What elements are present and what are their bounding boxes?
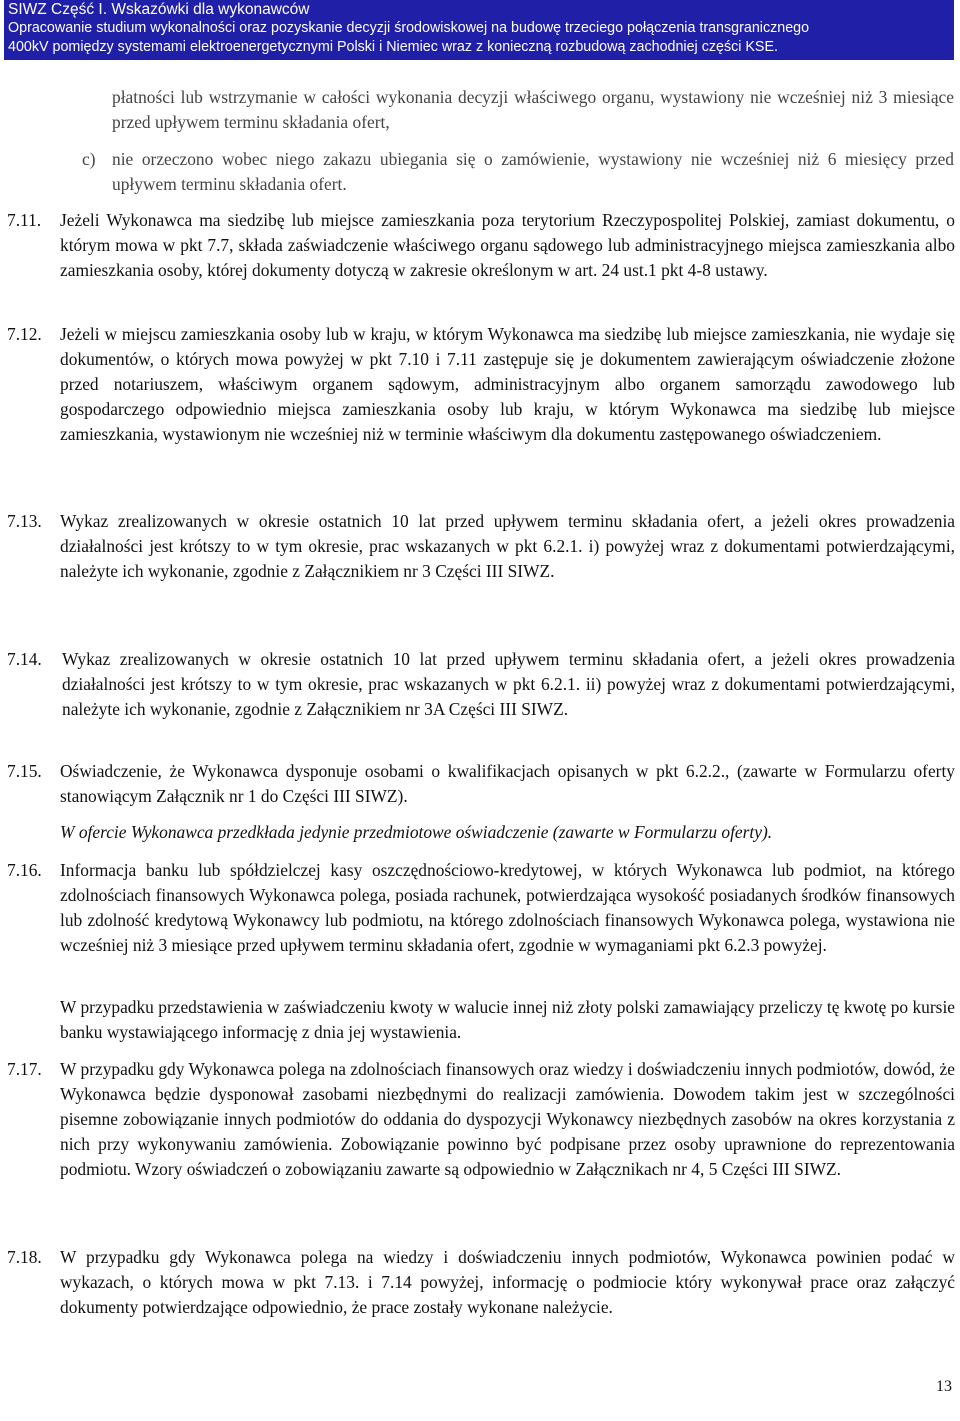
section-number-7-16: 7.16. <box>7 860 42 880</box>
section-number-7-18: 7.18. <box>7 1247 42 1267</box>
section-number-7-17: 7.17. <box>7 1059 42 1079</box>
page-number: 13 <box>936 1378 952 1395</box>
section-note-7-15: W ofercie Wykonawca przedkłada jedynie przedmiotowe oświadczenie (zawarte w Formularzu oferty). <box>60 822 773 842</box>
section-number-7-14: 7.14. <box>7 649 42 669</box>
intro-paragraph: płatności lub wstrzymanie w całości wykonania decyzji właściwego organu, wystawiony nie wcześniej niż 3 miesiące przed upływem terminu składania ofert, <box>112 87 954 132</box>
section-note-7-16: W przypadku przedstawienia w zaświadczeniu kwoty w walucie innej niż złoty polski zamawiający przeliczy tę kwotę po kursie banku wystawiającego informację z dnia jej wystawienia. <box>60 997 955 1042</box>
section-number-7-11: 7.11. <box>7 210 42 230</box>
header-subtitle-line-2: 400kV pomiędzy systemami elektroenergetycznymi Polski i Niemiec wraz z konieczną rozbudową zachodniej części KSE. <box>8 39 778 55</box>
section-text-7-15: Oświadczenie, że Wykonawca dysponuje osobami o kwalifikacjach opisanych w pkt 6.2.2., (zawarte w Formularzu oferty stanowiącym Załącznik nr 1 do Części III SIWZ). <box>60 761 955 806</box>
section-text-7-17: W przypadku gdy Wykonawca polega na zdolnościach finansowych oraz wiedzy i doświadczeniu innych podmiotów, dowód, że Wykonawca będzie dysponował zasobami niezbędnymi do realizacji zamówienia. Dowodem takim jest w szczególności pisemne zobowiązanie innych podmiotów do oddania do dyspozycji Wykonawcy niezbędnych zasobów na okres korzystania z nich przy wykonywaniu zamówienia. Zobowiązanie powinno być podpisane przez osoby uprawnione do reprezentowania podmiotu. Wzory oświadczeń o zobowiązaniu zawarte są odpowiednio w Załącznikach nr 4, 5 Części III SIWZ. <box>60 1059 955 1179</box>
header-subtitle-line-1: Opracowanie studium wykonalności oraz pozyskanie decyzji środowiskowej na budowę trzeciego połączenia transgranicznego <box>8 20 810 36</box>
section-text-7-11: Jeżeli Wykonawca ma siedzibę lub miejsce zamieszkania poza terytorium Rzeczypospolitej Polskiej, zamiast dokumentu, o którym mowa w pkt 7.7, składa zaświadczenie właściwego organu sądowego lub administracyjnego miejsca zamieszkania albo zamieszkania osoby, której dokumenty dotyczą w zakresie określonym w art. 24 ust.1 pkt 4-8 ustawy. <box>60 210 955 280</box>
document-header <box>4 0 954 60</box>
section-text-7-18: W przypadku gdy Wykonawca polega na wiedzy i doświadczeniu innych podmiotów, Wykonawca powinien podać w wykazach, o których mowa w pkt 7.13. i 7.14 powyżej, informację o podmiocie który wykonywał prace oraz załączyć dokumenty potwierdzające odpowiednio, że prace zostały wykonane należycie. <box>60 1247 955 1317</box>
section-text-7-16: Informacja banku lub spółdzielczej kasy oszczędnościowo-kredytowej, w których Wykonawca lub podmiot, na którego zdolnościach finansowych Wykonawca polega, posiada rachunek, potwierdzająca wysokość posiadanych środków finansowych lub zdolność kredytową Wykonawcy lub podmiotu, na którego zdolnościach finansowych Wykonawca polega, wystawiona nie wcześniej niż 3 miesiące przed upływem terminu składania ofert, zgodnie w wymaganiami pkt 6.2.3 powyżej. <box>60 860 955 955</box>
section-text-7-13: Wykaz zrealizowanych w okresie ostatnich 10 lat przed upływem terminu składania ofert, a jeżeli okres prowadzenia działalności jest krótszy to w tym okresie, prac wskazanych w pkt 6.2.1. i) powyżej wraz z dokumentami potwierdzającymi, należyte ich wykonanie, zgodnie z Załącznikiem nr 3 Części III SIWZ. <box>60 511 955 581</box>
section-text-7-12: Jeżeli w miejscu zamieszkania osoby lub w kraju, w którym Wykonawca ma siedzibę lub miejsce zamieszkania, nie wydaje się dokumentów, o których mowa powyżej w pkt 7.10 i 7.11 zastępuje się je dokumentem zawierającym oświadczenie złożone przed notariuszem, właściwym organem sądowym, administracyjnym albo organem samorządu zawodowego lub gospodarczego odpowiednio miejsca zamieszkania osoby lub kraju, w którym Wykonawca ma siedzibę lub miejsce zamieszkania, wystawionym nie wcześniej niż w terminie właściwym dla dokumentu zastępowanego oświadczeniem. <box>60 324 955 444</box>
section-number-7-12: 7.12. <box>7 324 42 344</box>
list-item-c: nie orzeczono wobec niego zakazu ubiegania się o zamówienie, wystawiony nie wcześniej niż 6 miesięcy przed upływem terminu składania ofert. <box>112 149 954 194</box>
section-number-7-15: 7.15. <box>7 761 42 781</box>
list-marker-c: c) <box>82 149 96 169</box>
header-title: SIWZ Część I. Wskazówki dla wykonawców <box>8 1 310 18</box>
section-text-7-14: Wykaz zrealizowanych w okresie ostatnich 10 lat przed upływem terminu składania ofert, a jeżeli okres prowadzenia działalności jest krótszy to w tym okresie, prac wskazanych w pkt 6.2.1. ii) powyżej wraz z dokumentami potwierdzającymi, należyte ich wykonanie, zgodnie z Załącznikiem nr 3A Części III SIWZ. <box>62 649 955 719</box>
section-number-7-13: 7.13. <box>7 511 42 531</box>
